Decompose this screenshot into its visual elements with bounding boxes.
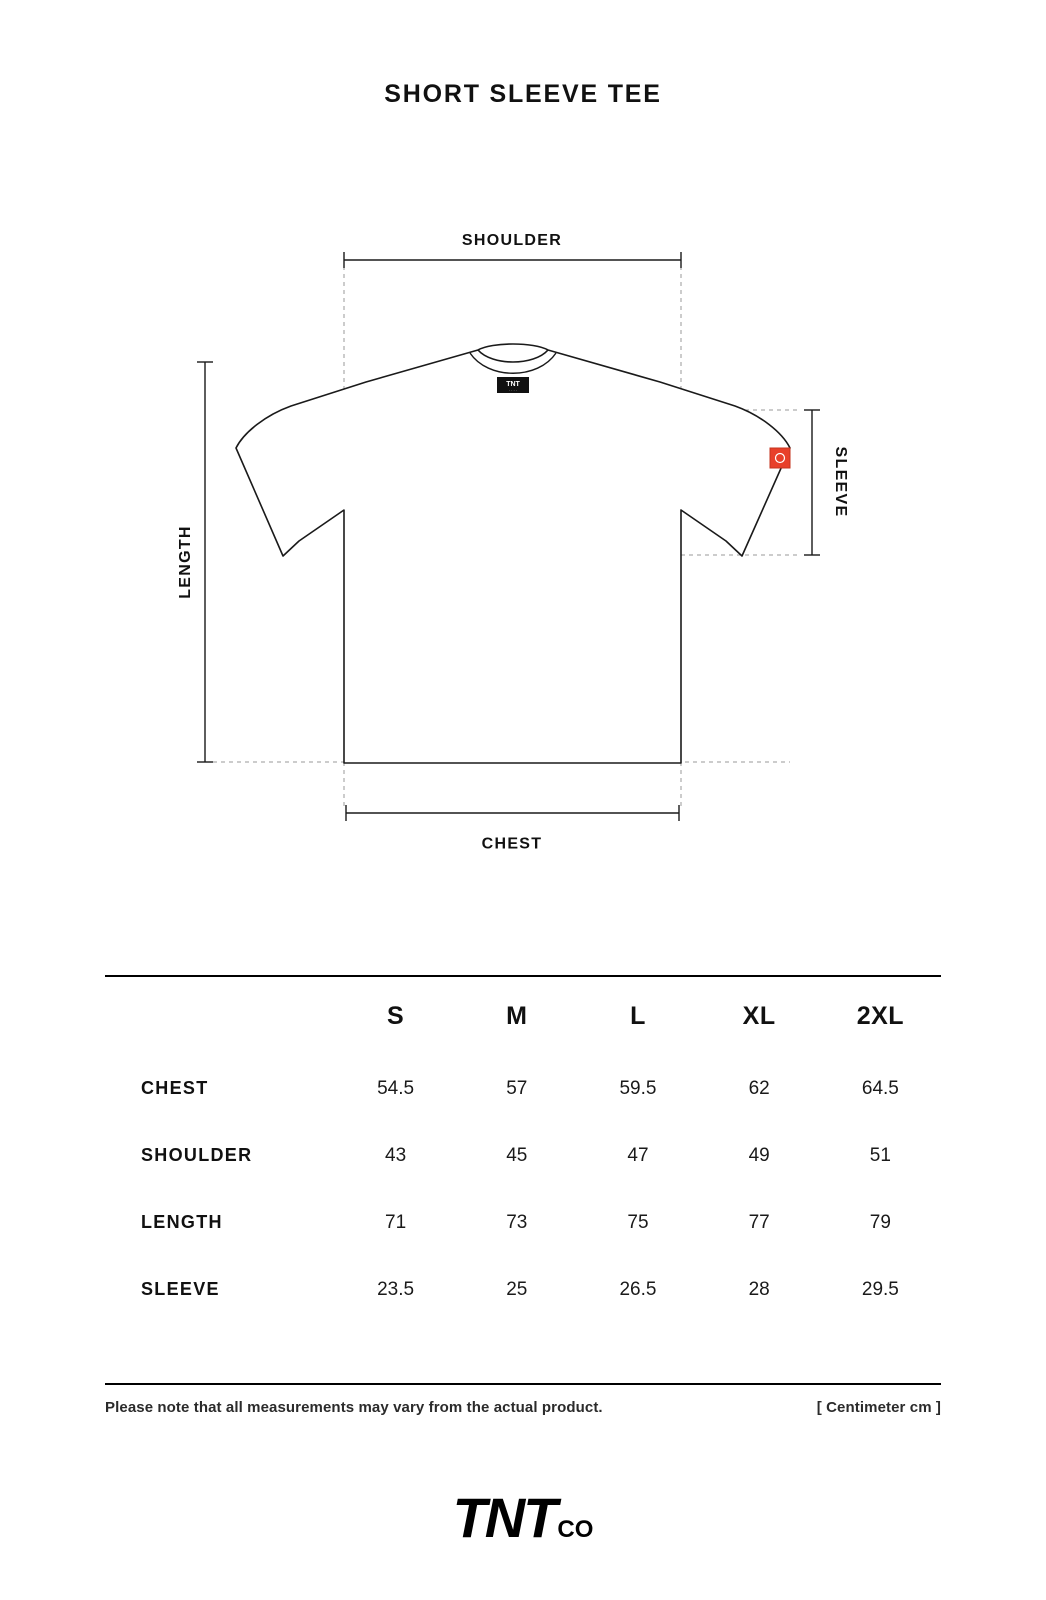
sleeve-dimension xyxy=(804,410,820,555)
brand-logo-suffix: CO xyxy=(557,1516,594,1543)
cell-shoulder-l: 47 xyxy=(627,1144,649,1166)
size-header-2xl: 2XL xyxy=(856,1001,905,1030)
sleeve-tag-icon xyxy=(770,448,790,468)
cell-shoulder-2xl: 51 xyxy=(869,1144,891,1166)
cell-sleeve-xl: 28 xyxy=(748,1278,770,1300)
table-header-row xyxy=(105,977,941,1055)
table-row xyxy=(105,1122,941,1189)
table-bottom-rule xyxy=(105,1383,941,1385)
row-label-chest: CHEST xyxy=(141,1078,209,1098)
table-corner-cell xyxy=(105,977,335,1055)
brand-logo-main: TNT xyxy=(452,1486,556,1549)
cell-length-2xl: 79 xyxy=(869,1211,891,1233)
shoulder-label: SHOULDER xyxy=(461,232,563,249)
cell-chest-l: 59.5 xyxy=(619,1077,657,1099)
cell-length-s: 71 xyxy=(385,1211,407,1233)
sleeve-label: SLEEVE xyxy=(832,446,849,518)
cell-sleeve-l: 26.5 xyxy=(619,1278,657,1300)
brand-logo xyxy=(0,1485,1046,1550)
cell-shoulder-xl: 49 xyxy=(748,1144,770,1166)
cell-chest-xl: 62 xyxy=(748,1077,770,1099)
measurement-unit: [ Centimeter cm ] xyxy=(816,1399,941,1416)
cell-length-m: 73 xyxy=(506,1211,528,1233)
chest-label: CHEST xyxy=(481,835,543,853)
length-dimension xyxy=(197,362,213,762)
size-header-s: S xyxy=(387,1001,405,1030)
table-row xyxy=(105,1055,941,1122)
row-label-sleeve: SLEEVE xyxy=(141,1279,220,1299)
table-row xyxy=(105,1256,941,1323)
cell-sleeve-s: 23.5 xyxy=(377,1278,415,1300)
measurement-disclaimer: Please note that all measurements may vary from the actual product. xyxy=(105,1399,603,1416)
cell-sleeve-2xl: 29.5 xyxy=(861,1278,899,1300)
tee-outline xyxy=(236,344,790,763)
brand-logo-text xyxy=(453,1485,594,1550)
cell-length-xl: 77 xyxy=(748,1211,770,1233)
cell-chest-m: 57 xyxy=(506,1077,528,1099)
table-row xyxy=(105,1189,941,1256)
size-header-l: L xyxy=(630,1001,646,1030)
svg-text:· · · ·: · · · · xyxy=(509,389,517,393)
size-chart-table xyxy=(105,975,941,1323)
size-header-m: M xyxy=(506,1001,528,1030)
cell-length-l: 75 xyxy=(627,1211,649,1233)
tee-diagram-svg xyxy=(0,210,1046,910)
length-label: LENGTH xyxy=(177,525,194,599)
chest-dimension xyxy=(346,805,679,821)
svg-text:TNT: TNT xyxy=(506,381,520,388)
shoulder-dimension xyxy=(344,252,681,268)
cell-chest-2xl: 64.5 xyxy=(861,1077,899,1099)
page-title: SHORT SLEEVE TEE xyxy=(384,80,662,108)
cell-shoulder-m: 45 xyxy=(506,1144,528,1166)
table-footer xyxy=(105,1383,941,1416)
row-label-shoulder: SHOULDER xyxy=(141,1145,253,1165)
cell-sleeve-m: 25 xyxy=(506,1278,528,1300)
neck-label-patch xyxy=(497,377,529,393)
cell-shoulder-s: 43 xyxy=(385,1144,407,1166)
size-header-xl: XL xyxy=(742,1001,776,1030)
cell-chest-s: 54.5 xyxy=(377,1077,415,1099)
tee-measurement-diagram xyxy=(0,210,1046,910)
row-label-length: LENGTH xyxy=(141,1212,223,1232)
